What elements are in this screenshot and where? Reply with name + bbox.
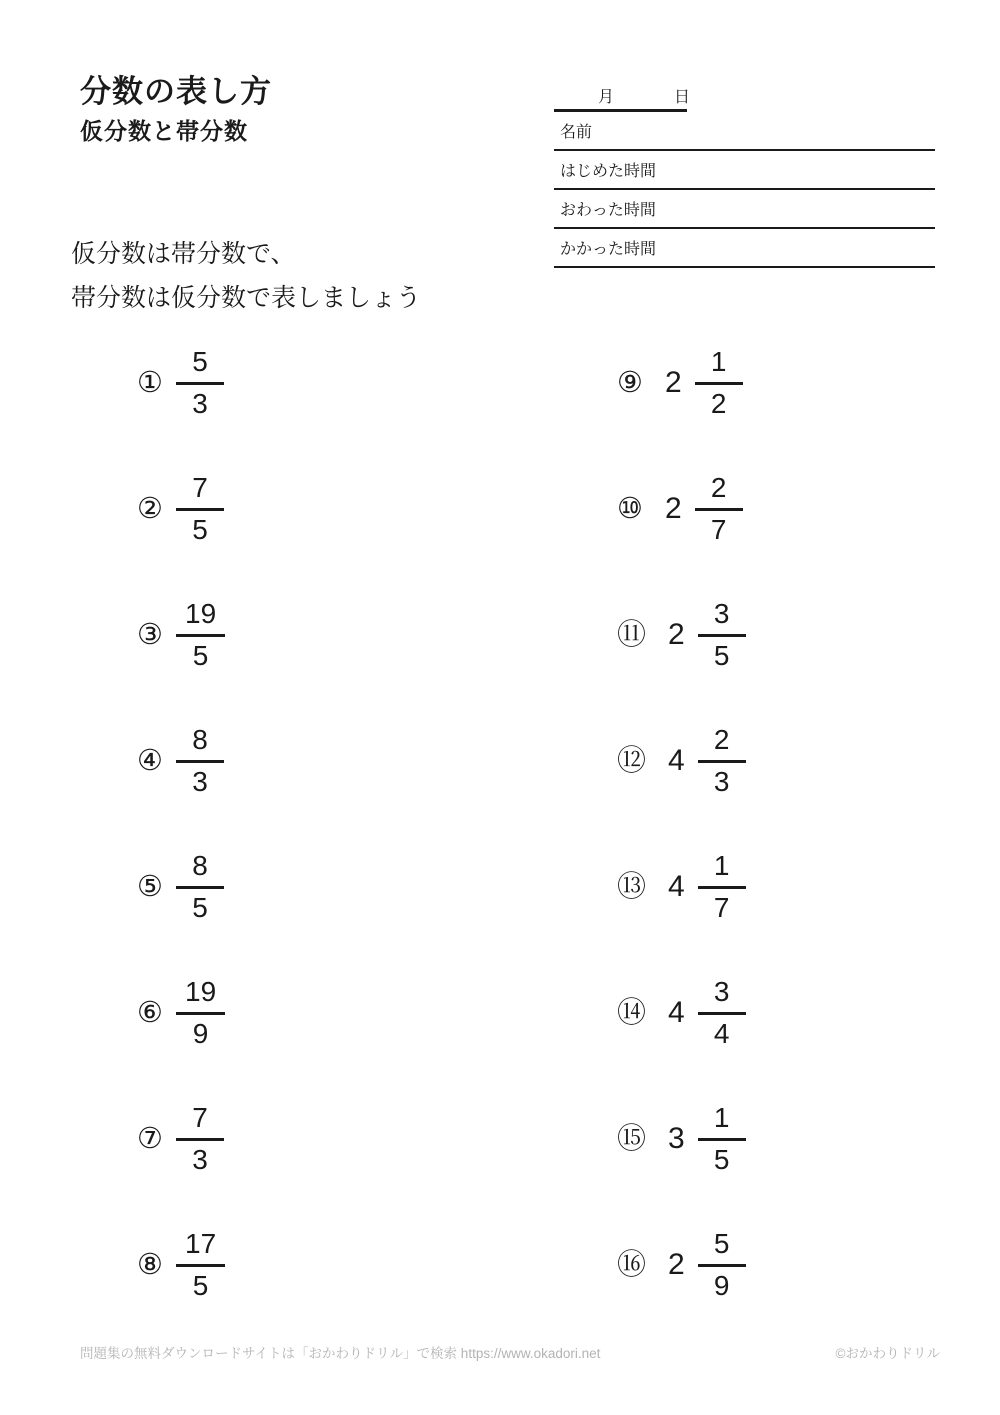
problem-grid	[0, 320, 1000, 1328]
numerator: 5	[176, 347, 224, 385]
problem-13	[617, 824, 746, 950]
end-time-write-area[interactable]	[656, 190, 935, 227]
problem-3	[137, 572, 225, 698]
numerator: 1	[698, 1103, 746, 1141]
elapsed-time-label: かかった時間	[560, 241, 657, 258]
problem-number: ④	[137, 744, 163, 777]
fraction	[176, 473, 224, 546]
problem-1	[137, 320, 225, 446]
fraction	[695, 473, 743, 546]
numerator: 5	[698, 1229, 746, 1267]
numerator: 2	[695, 473, 743, 511]
date-row	[554, 78, 935, 112]
whole-number: 4	[668, 996, 685, 1029]
denominator: 5	[192, 1269, 209, 1301]
page-footer	[80, 1342, 940, 1362]
denominator: 3	[192, 387, 208, 419]
numerator: 7	[176, 1103, 224, 1141]
problem-number: ⑨	[617, 366, 643, 399]
numerator: 8	[176, 725, 224, 763]
fraction	[176, 977, 225, 1050]
problem-14	[617, 950, 746, 1076]
start-time-label: はじめた時間	[560, 163, 657, 180]
problem-5	[137, 824, 225, 950]
problem-number: ⑯	[617, 1248, 647, 1281]
denominator: 7	[710, 513, 727, 545]
numerator: 3	[698, 599, 746, 637]
fraction	[698, 1103, 746, 1176]
numerator: 8	[176, 851, 224, 889]
denominator: 5	[713, 1143, 730, 1175]
instructions	[71, 232, 421, 320]
name-label: 名前	[560, 124, 593, 141]
end-time-field-row	[554, 190, 935, 229]
header-form	[554, 78, 935, 268]
problem-number: ③	[137, 618, 163, 651]
denominator: 3	[713, 765, 730, 797]
denominator: 9	[713, 1269, 730, 1301]
problem-number: ②	[137, 492, 163, 525]
whole-number: 3	[668, 1122, 685, 1155]
problem-9	[617, 320, 746, 446]
problem-number: ⑧	[137, 1248, 163, 1281]
problem-10	[617, 446, 746, 572]
fraction	[176, 347, 224, 420]
numerator: 17	[176, 1229, 225, 1267]
start-time-field-row	[554, 151, 935, 190]
problem-8	[137, 1202, 225, 1328]
start-time-write-area[interactable]	[656, 151, 935, 188]
whole-number: 4	[668, 870, 685, 903]
problem-4	[137, 698, 225, 824]
problem-6	[137, 950, 225, 1076]
denominator: 2	[710, 387, 727, 419]
footer-copyright: ©おかわりドリル	[835, 1346, 940, 1361]
footer-site-credit: 問題集の無料ダウンロードサイトは「おかわりドリル」で検索 https://www.okadori.net	[80, 1346, 601, 1361]
problem-number: ⑪	[617, 618, 647, 651]
problem-11	[617, 572, 746, 698]
problem-number: ⑤	[137, 870, 163, 903]
numerator: 19	[176, 599, 225, 637]
fraction	[698, 1229, 746, 1302]
denominator: 3	[192, 765, 208, 797]
mixed-numbers-column	[617, 320, 746, 1328]
day-label: 日	[674, 89, 691, 106]
problem-number: ⑭	[617, 996, 647, 1029]
improper-fractions-column	[137, 320, 225, 1328]
elapsed-time-write-area[interactable]	[656, 229, 935, 266]
denominator: 5	[713, 639, 730, 671]
problem-7	[137, 1076, 225, 1202]
numerator: 2	[698, 725, 746, 763]
problem-16	[617, 1202, 746, 1328]
denominator: 4	[713, 1017, 730, 1049]
fraction	[698, 851, 746, 924]
problem-number: ⑬	[617, 870, 647, 903]
whole-number: 2	[668, 618, 685, 651]
page-subtitle: 仮分数と帯分数	[80, 118, 248, 144]
numerator: 1	[695, 347, 743, 385]
whole-number: 2	[665, 492, 682, 525]
denominator: 9	[192, 1017, 209, 1049]
numerator: 1	[698, 851, 746, 889]
denominator: 5	[192, 513, 208, 545]
fraction	[176, 725, 224, 798]
whole-number: 2	[665, 366, 682, 399]
whole-number: 2	[668, 1248, 685, 1281]
fraction	[698, 599, 746, 672]
instruction-line-1: 仮分数は帯分数で、	[71, 240, 296, 268]
fraction	[176, 1103, 224, 1176]
name-write-area[interactable]	[592, 112, 935, 149]
fraction	[176, 851, 224, 924]
fraction	[176, 599, 225, 672]
numerator: 19	[176, 977, 225, 1015]
fraction	[695, 347, 743, 420]
name-field-row	[554, 112, 935, 151]
problem-number: ⑮	[617, 1122, 647, 1155]
fraction	[698, 977, 746, 1050]
instruction-line-2: 帯分数は仮分数で表しましょう	[71, 284, 422, 312]
numerator: 3	[698, 977, 746, 1015]
fraction	[176, 1229, 225, 1302]
problem-12	[617, 698, 746, 824]
denominator: 7	[713, 891, 730, 923]
problem-number: ⑥	[137, 996, 163, 1029]
problem-number: ⑩	[617, 492, 643, 525]
denominator: 5	[192, 891, 208, 923]
whole-number: 4	[668, 744, 685, 777]
month-label: 月	[598, 89, 615, 106]
problem-number: ⑫	[617, 744, 647, 777]
page-title: 分数の表し方	[80, 74, 272, 109]
numerator: 7	[176, 473, 224, 511]
problem-15	[617, 1076, 746, 1202]
problem-number: ⑦	[137, 1122, 163, 1155]
problem-2	[137, 446, 225, 572]
denominator: 3	[192, 1143, 208, 1175]
problem-number: ①	[137, 366, 163, 399]
fraction	[698, 725, 746, 798]
denominator: 5	[192, 639, 209, 671]
end-time-label: おわった時間	[560, 202, 656, 219]
elapsed-time-field-row	[554, 229, 935, 268]
